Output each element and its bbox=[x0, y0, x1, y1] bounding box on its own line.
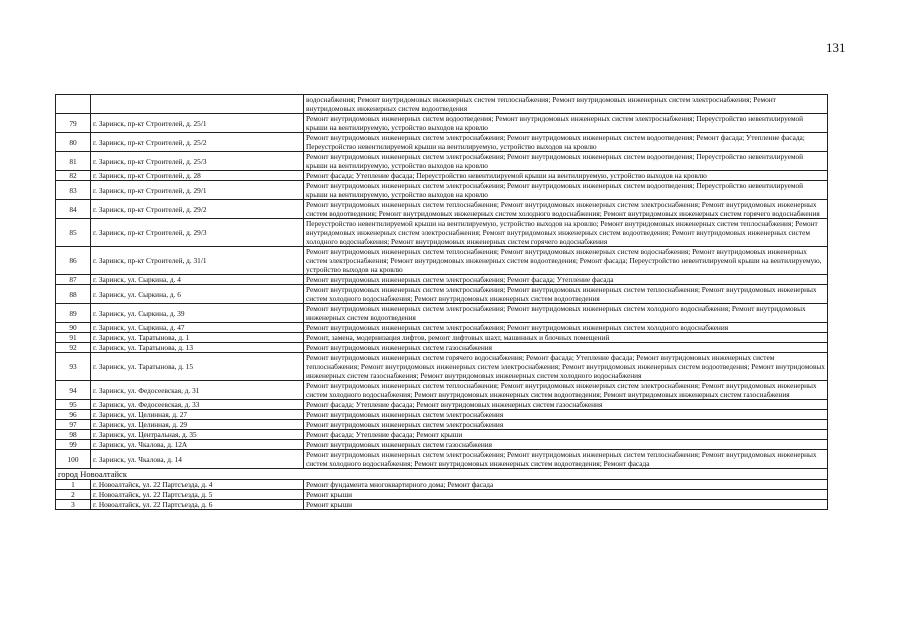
row-address: г. Заринск, ул. Федосеевская, д. 31 bbox=[91, 381, 304, 400]
row-works: Переустройство невентилируемой крыши на вентилируемую, устройство выходов на кровлю; Ремонт внутридомовых инженерных систем теплоснабжения; Ремонт внутридомовых инженерных систем электроснабжения; Ремонт внутридомовых инженерных систем водоотведения; Ремонт внутридомовых инженерных систем холодного водоснабжения; Ремонт внутридомовых инженерных систем горячего водоснабжения bbox=[304, 219, 828, 247]
row-address bbox=[91, 95, 304, 114]
row-address: г. Заринск, ул. Целинная, д. 27 bbox=[91, 410, 304, 420]
table-row bbox=[56, 430, 828, 440]
row-number: 2 bbox=[56, 490, 91, 500]
table-row bbox=[56, 181, 828, 200]
table-row bbox=[56, 133, 828, 152]
row-works: Ремонт, замена, модернизация лифтов, ремонт лифтовых шахт, машинных и блочных помещений bbox=[304, 333, 828, 343]
row-address: г. Заринск, ул. Сыркина, д. 47 bbox=[91, 323, 304, 333]
row-address: г. Заринск, пр-кт Строителей, д. 31/1 bbox=[91, 247, 304, 275]
row-number: 84 bbox=[56, 200, 91, 219]
row-number: 90 bbox=[56, 323, 91, 333]
table-row bbox=[56, 343, 828, 353]
row-number: 100 bbox=[56, 450, 91, 469]
section-row bbox=[56, 469, 828, 480]
row-works: Ремонт внутридомовых инженерных систем теплоснабжения; Ремонт внутридомовых инженерных систем водоснабжения; Ремонт внутридомовых инженерных систем электроснабжения; Ремонт внутридомовых инженерных систем водоотведения; Ремонт фасада; Переустройство невентилируемой крыши на вентилируемую, устройство выходов на кровлю bbox=[304, 247, 828, 275]
row-address: г. Заринск, пр-кт Строителей, д. 29/1 bbox=[91, 181, 304, 200]
row-works: Ремонт внутридомовых инженерных систем теплоснабжения; Ремонт внутридомовых инженерных систем электроснабжения; Ремонт внутридомовых инженерных систем водоотведения; Ремонт внутридомовых инженерных систем холодного водоснабжения; Ремонт внутридомовых инженерных систем горячего водоснабжения bbox=[304, 200, 828, 219]
table-row bbox=[56, 275, 828, 285]
table-row bbox=[56, 440, 828, 450]
row-address: г. Заринск, ул. Таратынова, д. 15 bbox=[91, 353, 304, 381]
row-works: Ремонт внутридомовых инженерных систем газоснабжения bbox=[304, 440, 828, 450]
row-number: 82 bbox=[56, 171, 91, 181]
table-row bbox=[56, 400, 828, 410]
row-works: Ремонт внутридомовых инженерных систем газоснабжения bbox=[304, 343, 828, 353]
table-row bbox=[56, 480, 828, 490]
row-number: 89 bbox=[56, 304, 91, 323]
table-row bbox=[56, 420, 828, 430]
row-works: Ремонт внутридомовых инженерных систем водоотведения; Ремонт внутридомовых инженерных систем электроснабжения; Переустройство невентилируемой крыши на вентилируемую, устройство выходов на кровлю bbox=[304, 114, 828, 133]
row-number: 87 bbox=[56, 275, 91, 285]
row-works: Ремонт фасада; Утепление фасада; Переустройство невентилируемой крыши на вентилируемую, устройство выходов на кровлю bbox=[304, 171, 828, 181]
row-works: Ремонт фасада; Утепление фасада; Ремонт внутридомовых инженерных систем газоснабжения bbox=[304, 400, 828, 410]
row-number: 98 bbox=[56, 430, 91, 440]
table-row bbox=[56, 381, 828, 400]
row-works: Ремонт внутридомовых инженерных систем электроснабжения; Ремонт внутридомовых инженерных систем теплоснабжения; Ремонт внутридомовых инженерных систем холодного водоснабжения; Ремонт внутридомовых инженерных систем водоотведения bbox=[304, 285, 828, 304]
section-novoaltaysk bbox=[56, 469, 828, 480]
row-address: г. Заринск, пр-кт Строителей, д. 29/3 bbox=[91, 219, 304, 247]
table-row bbox=[56, 95, 828, 114]
row-address: г. Заринск, ул. Таратынова, д. 1 bbox=[91, 333, 304, 343]
table-row bbox=[56, 171, 828, 181]
row-address: г. Заринск, пр-кт Строителей, д. 28 bbox=[91, 171, 304, 181]
row-address: г. Новоалтайск, ул. 22 Партсъезда, д. 4 bbox=[91, 480, 304, 490]
row-number: 83 bbox=[56, 181, 91, 200]
table-row bbox=[56, 114, 828, 133]
row-works: Ремонт внутридомовых инженерных систем электроснабжения bbox=[304, 410, 828, 420]
row-number: 94 bbox=[56, 381, 91, 400]
row-works: водоснабжения; Ремонт внутридомовых инженерных систем теплоснабжения; Ремонт внутридомовых инженерных систем электроснабжения; Ремонт внутридомовых инженерных систем водоотведения bbox=[304, 95, 828, 114]
row-number: 81 bbox=[56, 152, 91, 171]
table-row bbox=[56, 500, 828, 510]
table-row bbox=[56, 285, 828, 304]
row-number: 3 bbox=[56, 500, 91, 510]
row-address: г. Заринск, ул. Федосеевская, д. 33 bbox=[91, 400, 304, 410]
table-body-novoaltaysk bbox=[56, 480, 828, 510]
row-works: Ремонт внутридомовых инженерных систем электроснабжения; Ремонт внутридомовых инженерных систем водоотведения; Ремонт фасада; Утепление фасада; Переустройство невентилируемой крыши на вентилируемую, устройство выходов на кровлю bbox=[304, 133, 828, 152]
row-number: 88 bbox=[56, 285, 91, 304]
table-row bbox=[56, 304, 828, 323]
row-address: г. Заринск, ул. Сыркина, д. 4 bbox=[91, 275, 304, 285]
table-row bbox=[56, 200, 828, 219]
row-works: Ремонт внутридомовых инженерных систем горячего водоснабжения; Ремонт фасада; Утепление фасада; Ремонт внутридомовых инженерных систем теплоснабжения; Ремонт внутридомовых инженерных систем электроснабжения; Ремонт внутридомовых инженерных систем водоотведения; Ремонт внутридомовых инженерных систем газоснабжения; Ремонт внутридомовых инженерных систем холодного водоснабжения bbox=[304, 353, 828, 381]
row-works: Ремонт внутридомовых инженерных систем теплоснабжения; Ремонт внутридомовых инженерных систем электроснабжения; Ремонт внутридомовых инженерных систем холодного водоснабжения; Ремонт внутридомовых инженерных систем водоотведения; Ремонт внутридомовых инженерных систем газоснабжения bbox=[304, 381, 828, 400]
table-body-zarinsk bbox=[56, 95, 828, 469]
table-row bbox=[56, 219, 828, 247]
table-row bbox=[56, 490, 828, 500]
row-address: г. Заринск, пр-кт Строителей, д. 25/2 bbox=[91, 133, 304, 152]
row-works: Ремонт крыши bbox=[304, 490, 828, 500]
row-address: г. Заринск, пр-кт Строителей, д. 25/3 bbox=[91, 152, 304, 171]
row-works: Ремонт фундамента многоквартирного дома; Ремонт фасада bbox=[304, 480, 828, 490]
row-works: Ремонт внутридомовых инженерных систем электроснабжения; Ремонт внутридомовых инженерных систем холодного водоснабжения; Ремонт внутридомовых инженерных систем водоотведения bbox=[304, 304, 828, 323]
row-number: 91 bbox=[56, 333, 91, 343]
row-address: г. Заринск, пр-кт Строителей, д. 25/1 bbox=[91, 114, 304, 133]
row-address: г. Новоалтайск, ул. 22 Партсъезда, д. 6 bbox=[91, 500, 304, 510]
row-address: г. Заринск, ул. Чкалова, д. 12А bbox=[91, 440, 304, 450]
row-address: г. Заринск, ул. Сыркина, д. 39 bbox=[91, 304, 304, 323]
row-address: г. Заринск, ул. Целинная, д. 29 bbox=[91, 420, 304, 430]
row-works: Ремонт внутридомовых инженерных систем электроснабжения; Ремонт внутридомовых инженерных систем водоотведения; Переустройство невентилируемой крыши на вентилируемую, устройство выходов на кровлю bbox=[304, 181, 828, 200]
table-row bbox=[56, 152, 828, 171]
row-works: Ремонт внутридомовых инженерных систем электроснабжения; Ремонт фасада; Утепление фасада bbox=[304, 275, 828, 285]
table-row bbox=[56, 450, 828, 469]
section-title: город Новоалтайск bbox=[56, 469, 828, 480]
row-address: г. Заринск, ул. Сыркина, д. 6 bbox=[91, 285, 304, 304]
row-address: г. Заринск, ул. Таратынова, д. 13 bbox=[91, 343, 304, 353]
row-number: 85 bbox=[56, 219, 91, 247]
row-number: 1 bbox=[56, 480, 91, 490]
row-number: 79 bbox=[56, 114, 91, 133]
table-row bbox=[56, 323, 828, 333]
table-row bbox=[56, 410, 828, 420]
row-works: Ремонт фасада; Утепление фасада; Ремонт крыши bbox=[304, 430, 828, 440]
table-row bbox=[56, 247, 828, 275]
table-row bbox=[56, 353, 828, 381]
row-number: 93 bbox=[56, 353, 91, 381]
row-works: Ремонт крыши bbox=[304, 500, 828, 510]
row-number: 86 bbox=[56, 247, 91, 275]
row-address: г. Заринск, ул. Центральная, д. 35 bbox=[91, 430, 304, 440]
row-address: г. Заринск, ул. Чкалова, д. 14 bbox=[91, 450, 304, 469]
row-number: 80 bbox=[56, 133, 91, 152]
row-number bbox=[56, 95, 91, 114]
row-number: 99 bbox=[56, 440, 91, 450]
row-works: Ремонт внутридомовых инженерных систем электроснабжения; Ремонт внутридомовых инженерных систем теплоснабжения; Ремонт внутридомовых инженерных систем холодного водоснабжения; Ремонт внутридомовых инженерных систем водоотведения; Ремонт фасада bbox=[304, 450, 828, 469]
housing-repair-table bbox=[55, 94, 828, 510]
row-works: Ремонт внутридомовых инженерных систем электроснабжения; Ремонт внутридомовых инженерных систем водоотведения; Переустройство невентилируемой крыши на вентилируемую, устройство выходов на кровлю bbox=[304, 152, 828, 171]
page-number: 131 bbox=[826, 40, 846, 55]
row-address: г. Новоалтайск, ул. 22 Партсъезда, д. 5 bbox=[91, 490, 304, 500]
row-number: 97 bbox=[56, 420, 91, 430]
row-number: 96 bbox=[56, 410, 91, 420]
row-number: 95 bbox=[56, 400, 91, 410]
row-number: 92 bbox=[56, 343, 91, 353]
row-address: г. Заринск, пр-кт Строителей, д. 29/2 bbox=[91, 200, 304, 219]
table-row bbox=[56, 333, 828, 343]
row-works: Ремонт внутридомовых инженерных систем электроснабжения; Ремонт внутридомовых инженерных систем холодного водоснабжения bbox=[304, 323, 828, 333]
row-works: Ремонт внутридомовых инженерных систем электроснабжения bbox=[304, 420, 828, 430]
